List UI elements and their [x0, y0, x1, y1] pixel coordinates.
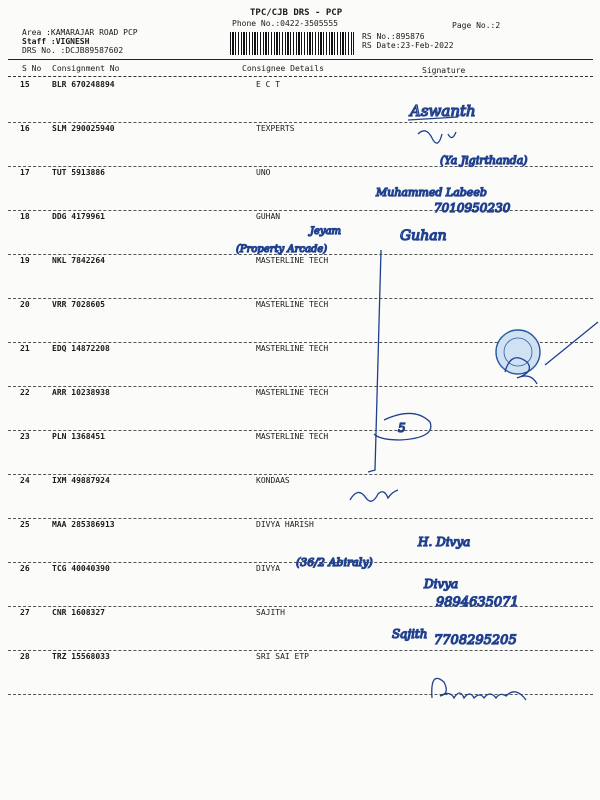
row-consignment-no: VRR 7028605	[52, 300, 105, 309]
row-consignment-no: MAA 285386913	[52, 520, 115, 529]
bracket-line	[368, 250, 381, 472]
row-consignment-no: PLN 1368451	[52, 432, 105, 441]
signature-row15: Aswanth	[410, 102, 476, 120]
signature-row24	[350, 490, 398, 501]
row-consignment-no: CNR 1608327	[52, 608, 105, 617]
row-consignee: DIVYA	[256, 564, 281, 573]
row-consignment-no: ARR 10238938	[52, 388, 110, 397]
note-row18-jeyam: Jeyam	[310, 226, 342, 237]
row-sno: 22	[20, 388, 30, 397]
row-sno: 18	[20, 212, 30, 221]
row-consignee: E C T	[256, 80, 281, 89]
signature-row26-name: Divya	[424, 577, 459, 591]
row-sno: 21	[20, 344, 30, 353]
row-consignment-no: BLR 670248894	[52, 80, 115, 89]
col-consignment: Consignment No	[52, 64, 120, 73]
phone-number: Phone No.:0422-3505555	[232, 19, 338, 28]
row-consignment-no: SLM 290025940	[52, 124, 115, 133]
signature-row18: Guhan	[400, 228, 447, 244]
col-consignee: Consignee Details	[242, 64, 324, 73]
row-consignment-no: IXM 49887924	[52, 476, 110, 485]
col-signature: Signature	[422, 66, 466, 75]
row-sno: 20	[20, 300, 30, 309]
signature-row28	[432, 678, 526, 700]
row-consignee: SAJITH	[256, 608, 285, 617]
signature-row25: H. Divya	[418, 535, 471, 549]
signature-row17-name: Muhammed Labeeb	[376, 186, 487, 199]
page-number: Page No.:2	[452, 21, 501, 30]
staff-label: Staff :VIGNESH	[22, 37, 90, 46]
row-consignee: MASTERLINE TECH	[256, 432, 329, 441]
signature-row26-phone: 9894635071	[436, 595, 519, 610]
row-sno: 15	[20, 80, 30, 89]
row-consignee: KONDAAS	[256, 476, 290, 485]
row-consignment-no: NKL 7842264	[52, 256, 105, 265]
row-sno: 24	[20, 476, 30, 485]
row-consignment-no: TUT 5913886	[52, 168, 105, 177]
row-sno: 23	[20, 432, 30, 441]
row-consignee: TEXPERTS	[256, 124, 295, 133]
signature-row16-note: (Ya Jigirthanda)	[440, 154, 528, 167]
count-mark: 5	[398, 421, 406, 435]
row-consignment-no: DDG 4179961	[52, 212, 105, 221]
row-consignee: GUHAN	[256, 212, 281, 221]
row-sno: 17	[20, 168, 30, 177]
col-sno: S No	[22, 64, 42, 73]
row-consignee: SRI SAI ETP	[256, 652, 309, 661]
row-sno: 25	[20, 520, 30, 529]
row-sno: 27	[20, 608, 30, 617]
signature-row27-name: Sajith	[392, 627, 428, 641]
note-row25: (36/2 Abiraly)	[296, 556, 373, 569]
stamp-icon	[496, 330, 540, 374]
rs-number: RS No.:895876	[362, 32, 425, 41]
row-consignee: MASTERLINE TECH	[256, 256, 329, 265]
row-consignment-no: EDQ 14872208	[52, 344, 110, 353]
note-row18-property: (Property Arcade)	[236, 244, 328, 255]
rs-date: RS Date:23-Feb-2022	[362, 41, 454, 50]
row-consignee: MASTERLINE TECH	[256, 388, 329, 397]
row-consignment-no: TCG 40040390	[52, 564, 110, 573]
signature-row27-phone: 7708295205	[434, 633, 517, 648]
row-consignment-no: TRZ 15568033	[52, 652, 110, 661]
drs-number: DRS No. :DCJB89587602	[22, 46, 124, 55]
document-title: TPC/CJB DRS - PCP	[250, 8, 343, 18]
area-label: Area :KAMARAJAR ROAD PCP	[22, 28, 138, 37]
row-consignee: MASTERLINE TECH	[256, 300, 329, 309]
signature-row16-scribble	[418, 131, 456, 143]
row-consignee: DIVYA HARISH	[256, 520, 314, 529]
row-sno: 26	[20, 564, 30, 573]
row-sno: 19	[20, 256, 30, 265]
signature-row17-phone: 7010950230	[434, 201, 511, 215]
row-consignee: MASTERLINE TECH	[256, 344, 329, 353]
row-sno: 28	[20, 652, 30, 661]
row-sno: 16	[20, 124, 30, 133]
row-consignee: UNO	[256, 168, 271, 177]
